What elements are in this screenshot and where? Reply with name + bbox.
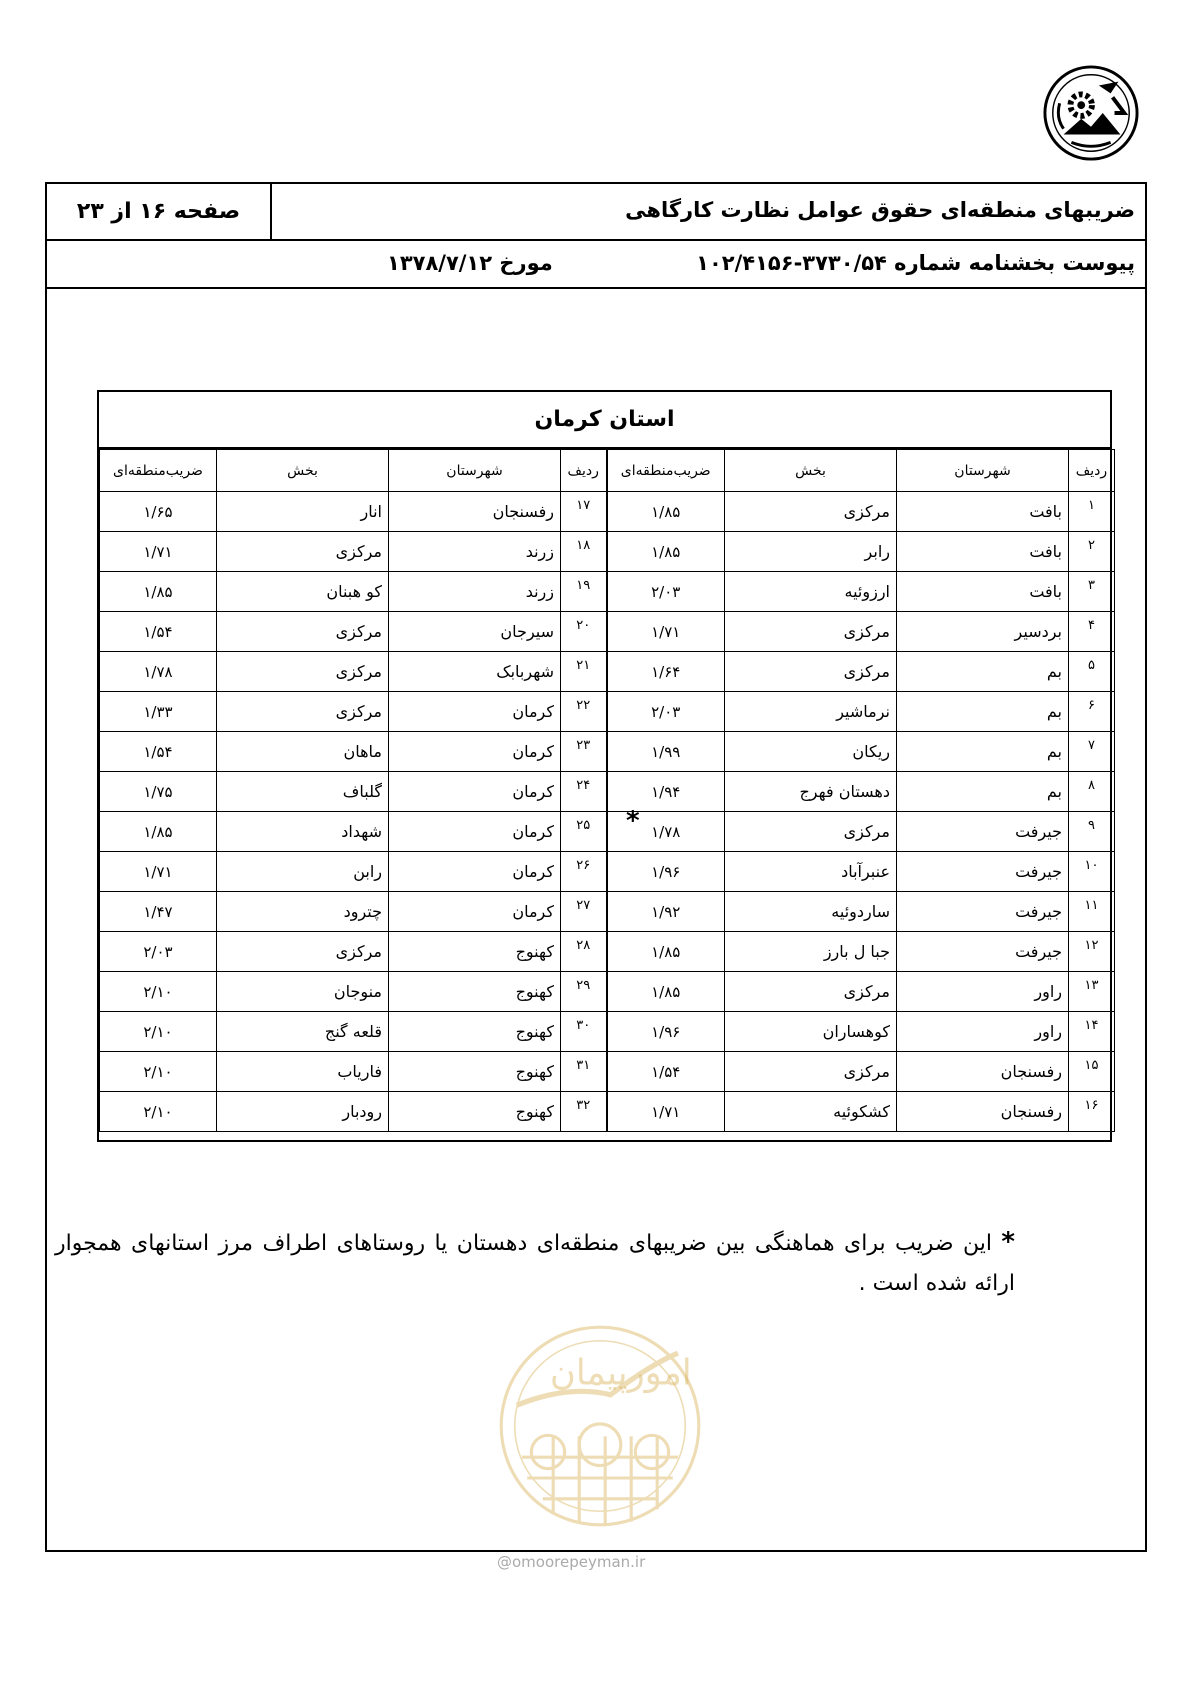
district-cell: گلباف xyxy=(217,772,389,812)
county-cell: کرمان xyxy=(389,692,561,732)
province-title: استان کرمان xyxy=(99,392,1110,449)
coefficient-cell: ۲/۱۰ xyxy=(100,972,217,1012)
district-cell: نرماشیر xyxy=(725,692,897,732)
row-number: ۱۱ xyxy=(1069,892,1115,932)
coefficient-cell: ۱/۷۸ xyxy=(607,812,725,852)
county-cell: بردسیر xyxy=(897,612,1069,652)
coefficient-cell: ۱/۹۶ xyxy=(607,1012,725,1052)
coefficient-cell: ۱/۹۶ xyxy=(607,852,725,892)
row-number: ۱۳ xyxy=(1069,972,1115,1012)
row-number: ۲۹ xyxy=(561,972,607,1012)
county-cell: جیرفت xyxy=(897,852,1069,892)
coefficient-cell: ۲/۰۳ xyxy=(607,692,725,732)
table-row xyxy=(100,1012,1115,1052)
row-number: ۸ xyxy=(1069,772,1115,812)
column-header: بخش xyxy=(217,450,389,492)
coefficient-cell: ۱/۸۵ xyxy=(100,812,217,852)
district-cell: مرکزی xyxy=(725,652,897,692)
circular-number: پیوست بخشنامه شماره ۳۷۳۰/۵۴-۱۰۲/۴۱۵۶ xyxy=(696,251,1135,275)
coefficient-table-container xyxy=(97,390,1112,1142)
coefficient-cell: ۱/۳۳ xyxy=(100,692,217,732)
row-number: ۱۶ xyxy=(1069,1092,1115,1132)
row-number: ۱۴ xyxy=(1069,1012,1115,1052)
row-number: ۲ xyxy=(1069,532,1115,572)
row-number: ۱۷ xyxy=(561,492,607,532)
table-row xyxy=(100,492,1115,532)
county-cell: کرمان xyxy=(389,852,561,892)
row-number: ۲۴ xyxy=(561,772,607,812)
coefficient-cell: ۱/۷۱ xyxy=(607,1092,725,1132)
coefficient-cell: ۲/۰۳ xyxy=(100,932,217,972)
row-8-asterisk: * xyxy=(626,806,640,836)
district-cell: مرکزی xyxy=(217,652,389,692)
coefficient-table xyxy=(99,449,1115,1132)
coefficient-cell: ۱/۷۱ xyxy=(100,532,217,572)
coefficient-cell: ۱/۵۴ xyxy=(100,732,217,772)
table-row xyxy=(100,972,1115,1012)
row-number: ۱۵ xyxy=(1069,1052,1115,1092)
row-number: ۱۲ xyxy=(1069,932,1115,972)
county-cell: کهنوج xyxy=(389,1092,561,1132)
column-header: شهرستان xyxy=(389,450,561,492)
county-cell: جیرفت xyxy=(897,892,1069,932)
county-cell: جیرفت xyxy=(897,932,1069,972)
row-number: ۱۹ xyxy=(561,572,607,612)
county-cell: بم xyxy=(897,732,1069,772)
district-cell: کشکوئیه xyxy=(725,1092,897,1132)
district-cell: کو هبنان xyxy=(217,572,389,612)
watermark-text: امورپیمان xyxy=(549,1352,692,1394)
column-header: شهرستان xyxy=(897,450,1069,492)
column-header: بخش xyxy=(725,450,897,492)
row-number: ۴ xyxy=(1069,612,1115,652)
row-number: ۶ xyxy=(1069,692,1115,732)
coefficient-cell: ۱/۷۱ xyxy=(100,852,217,892)
county-cell: رفسنجان xyxy=(897,1092,1069,1132)
county-cell: سیرجان xyxy=(389,612,561,652)
county-cell: بم xyxy=(897,692,1069,732)
coefficient-cell: ۱/۵۴ xyxy=(100,612,217,652)
coefficient-cell: ۱/۸۵ xyxy=(607,532,725,572)
row-number: ۳۰ xyxy=(561,1012,607,1052)
row-number: ۳۱ xyxy=(561,1052,607,1092)
district-cell: کوهساران xyxy=(725,1012,897,1052)
district-cell: فاریاب xyxy=(217,1052,389,1092)
row-number: ۳۲ xyxy=(561,1092,607,1132)
district-cell: ارزوئیه xyxy=(725,572,897,612)
county-cell: رفسنجان xyxy=(389,492,561,532)
coefficient-cell: ۱/۸۵ xyxy=(100,572,217,612)
coefficient-cell: ۲/۱۰ xyxy=(100,1052,217,1092)
row-number: ۱۸ xyxy=(561,532,607,572)
county-cell: کهنوج xyxy=(389,932,561,972)
table-header-row xyxy=(100,450,1115,492)
district-cell: شهداد xyxy=(217,812,389,852)
district-cell: مرکزی xyxy=(217,932,389,972)
row-number: ۲۲ xyxy=(561,692,607,732)
district-cell: چترود xyxy=(217,892,389,932)
coefficient-cell: ۱/۴۷ xyxy=(100,892,217,932)
table-row xyxy=(100,1092,1115,1132)
county-cell: راور xyxy=(897,972,1069,1012)
county-cell: کرمان xyxy=(389,812,561,852)
table-row xyxy=(100,852,1115,892)
table-row xyxy=(100,532,1115,572)
row-number: ۲۵ xyxy=(561,812,607,852)
coefficient-cell: ۱/۹۲ xyxy=(607,892,725,932)
district-cell: جبا ل بارز xyxy=(725,932,897,972)
district-cell: مرکزی xyxy=(725,1052,897,1092)
table-row xyxy=(100,772,1115,812)
coefficient-cell: ۱/۹۹ xyxy=(607,732,725,772)
district-cell: رابر xyxy=(725,532,897,572)
district-cell: مرکزی xyxy=(725,492,897,532)
district-cell: ساردوئیه xyxy=(725,892,897,932)
column-header: ضریب‌منطقه‌ای xyxy=(607,450,725,492)
header-row-circular xyxy=(47,241,1145,289)
table-row xyxy=(100,1052,1115,1092)
county-cell: بافت xyxy=(897,572,1069,612)
coefficient-cell: ۱/۹۴ xyxy=(607,772,725,812)
coefficient-cell: ۲/۱۰ xyxy=(100,1092,217,1132)
column-header: ردیف xyxy=(561,450,607,492)
county-cell: بافت xyxy=(897,532,1069,572)
district-cell: رابن xyxy=(217,852,389,892)
coefficient-cell: ۱/۸۵ xyxy=(607,492,725,532)
district-cell: مرکزی xyxy=(217,612,389,652)
district-cell: انار xyxy=(217,492,389,532)
table-row xyxy=(100,892,1115,932)
table-row xyxy=(100,932,1115,972)
organization-logo xyxy=(1042,64,1140,162)
row-number: ۹ xyxy=(1069,812,1115,852)
county-cell: راور xyxy=(897,1012,1069,1052)
footnote-text: این ضریب برای هماهنگی بین ضریبهای منطقه‌ای دهستان یا روستاهای اطراف مرز استانهای همجوار ارائه شده است . xyxy=(55,1231,1015,1296)
row-number: ۱ xyxy=(1069,492,1115,532)
district-cell: منوجان xyxy=(217,972,389,1012)
row-number: ۲۶ xyxy=(561,852,607,892)
table-row xyxy=(100,692,1115,732)
row-number: ۵ xyxy=(1069,652,1115,692)
county-cell: زرند xyxy=(389,572,561,612)
footnote-asterisk: * xyxy=(1001,1227,1015,1257)
county-cell: بافت xyxy=(897,492,1069,532)
circular-date: مورخ ۱۳۷۸/۷/۱۲ xyxy=(387,251,553,275)
county-cell: کهنوج xyxy=(389,1052,561,1092)
county-cell: بم xyxy=(897,652,1069,692)
district-cell: مرکزی xyxy=(217,532,389,572)
county-cell: کرمان xyxy=(389,892,561,932)
coefficient-cell: ۱/۸۵ xyxy=(607,972,725,1012)
row-number: ۲۳ xyxy=(561,732,607,772)
coefficient-cell: ۱/۸۵ xyxy=(607,932,725,972)
district-cell: قلعه گنج xyxy=(217,1012,389,1052)
row-number: ۲۷ xyxy=(561,892,607,932)
coefficient-cell: ۱/۵۴ xyxy=(607,1052,725,1092)
table-row xyxy=(100,612,1115,652)
district-cell: ماهان xyxy=(217,732,389,772)
county-cell: کرمان xyxy=(389,732,561,772)
coefficient-cell: ۱/۷۸ xyxy=(100,652,217,692)
footnote xyxy=(55,1222,1015,1304)
district-cell: ریکان xyxy=(725,732,897,772)
district-cell: عنبرآباد xyxy=(725,852,897,892)
watermark-site: @omoorepeyman.ir xyxy=(497,1553,646,1571)
coefficient-cell: ۱/۷۵ xyxy=(100,772,217,812)
table-row xyxy=(100,812,1115,852)
county-cell: کرمان xyxy=(389,772,561,812)
coefficient-cell: ۲/۱۰ xyxy=(100,1012,217,1052)
column-header: ضریب‌منطقه‌ای xyxy=(100,450,217,492)
row-number: ۳ xyxy=(1069,572,1115,612)
coefficient-cell: ۲/۰۳ xyxy=(607,572,725,612)
page-number: صفحه ۱۶ از ۲۳ xyxy=(47,184,272,239)
document-title: ضریبهای منطقه‌ای حقوق عوامل نظارت کارگاهی xyxy=(625,198,1135,222)
row-number: ۱۰ xyxy=(1069,852,1115,892)
row-number: ۷ xyxy=(1069,732,1115,772)
watermark-logo xyxy=(496,1322,704,1530)
county-cell: جیرفت xyxy=(897,812,1069,852)
county-cell: شهربابک xyxy=(389,652,561,692)
county-cell: کهنوج xyxy=(389,1012,561,1052)
table-row xyxy=(100,732,1115,772)
coefficient-cell: ۱/۷۱ xyxy=(607,612,725,652)
district-cell: مرکزی xyxy=(217,692,389,732)
coefficient-cell: ۱/۶۵ xyxy=(100,492,217,532)
row-number: ۲۰ xyxy=(561,612,607,652)
county-cell: زرند xyxy=(389,532,561,572)
row-number: ۲۱ xyxy=(561,652,607,692)
table-row xyxy=(100,572,1115,612)
district-cell: دهستان فهرج xyxy=(725,772,897,812)
row-number: ۲۸ xyxy=(561,932,607,972)
table-row xyxy=(100,652,1115,692)
coefficient-cell: ۱/۶۴ xyxy=(607,652,725,692)
county-cell: رفسنجان xyxy=(897,1052,1069,1092)
district-cell: مرکزی xyxy=(725,812,897,852)
district-cell: مرکزی xyxy=(725,972,897,1012)
district-cell: رودبار xyxy=(217,1092,389,1132)
county-cell: بم xyxy=(897,772,1069,812)
column-header: ردیف xyxy=(1069,450,1115,492)
district-cell: مرکزی xyxy=(725,612,897,652)
county-cell: کهنوج xyxy=(389,972,561,1012)
header-row-title xyxy=(47,184,1145,241)
